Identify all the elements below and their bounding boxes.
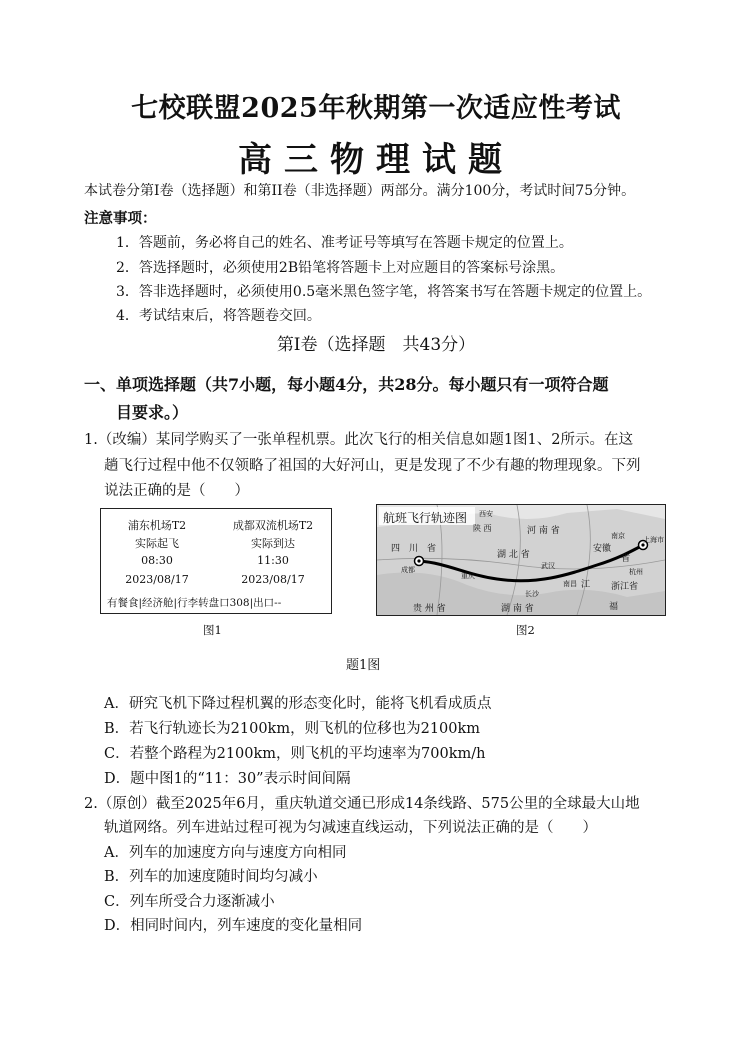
q2-stem-line: 轨道网络。列车进站过程可视为匀减速直线运动，下列说法正确的是（ ）	[104, 820, 597, 836]
map-label-henan: 河 南 省	[527, 526, 560, 536]
q2-option-d: D．相同时间内，列车速度的变化量相同	[104, 918, 363, 934]
q1-stem-line: 趟飞行过程中他不仅领略了祖国的大好河山，更是发现了不少有趣的物理现象。下列	[104, 458, 641, 474]
q1-stem-line: 1.（改编）某同学购买了一张单程机票。此次飞行的相关信息如题1图1、2所示。在这	[84, 432, 634, 448]
map-label-xian: 西安	[479, 510, 493, 518]
exam-title: 七校联盟2025年秋期第一次适应性考试	[131, 93, 621, 124]
notice-item: 1．答题前，务必将自己的姓名、准考证号等填写在答题卡规定的位置上。	[116, 235, 573, 251]
map-label-shanghai: 上海市	[643, 536, 664, 544]
map-label-chongqing: 重庆	[461, 572, 475, 580]
arrive-label: 实际到达	[251, 537, 295, 550]
q2-option-b: B．列车的加速度随时间均匀减小	[104, 869, 318, 885]
boarding-ticket-figure	[100, 508, 332, 614]
q1-option-a: A．研究飞机下降过程机翼的形态变化时，能将飞机看成质点	[104, 696, 492, 712]
map-label-hunan: 湖 南 省	[501, 604, 534, 614]
fig2-caption: 图2	[516, 623, 535, 637]
notice-heading: 注意事项：	[84, 210, 157, 227]
depart-label: 实际起飞	[135, 537, 179, 550]
q2-stem-line: 2.（原创）截至2025年6月，重庆轨道交通已形成14条线路、575公里的全球最大山地	[84, 796, 640, 812]
map-label-chengdu: 成都	[401, 566, 415, 574]
map-label-shanxi: 陕 西	[473, 524, 492, 533]
notice-item: 3．答非选择题时，必须使用0.5毫米黑色签字笔，将答案书写在答题卡规定的位置上。	[116, 284, 652, 300]
map-title: 航班飞行轨迹图	[383, 511, 468, 525]
map-label-changsha: 长沙	[525, 590, 539, 598]
map-label-wuhan: 武汉	[541, 562, 555, 570]
q1-option-d: D．题中图1的“11：30”表示时间间隔	[104, 771, 351, 787]
q1-stem-line: 说法正确的是（ ）	[104, 483, 249, 499]
q1-option-b: B．若飞行轨迹长为2100km，则飞机的位移也为2100km	[104, 721, 481, 737]
q1-figure-caption: 题1图	[346, 658, 381, 673]
q1-option-c: C．若整个路程为2100km，则飞机的平均速率为700km/h	[104, 746, 486, 762]
q2-option-a: A．列车的加速度方向与速度方向相同	[104, 845, 347, 861]
section1-heading-cont: 目要求。）	[116, 403, 189, 422]
fig1-caption: 图1	[203, 623, 222, 637]
arrive-airport: 成都双流机场T2	[232, 519, 314, 532]
exam-subject: 高三物理试题	[238, 140, 514, 180]
map-label-hubei: 湖 北 省	[497, 550, 530, 560]
notice-item: 2．答选择题时，必须使用2B铅笔将答题卡上对应题目的答案标号涂黑。	[116, 260, 565, 276]
depart-date: 2023/08/17	[125, 573, 189, 586]
map-label-guizhou: 贵 州 省	[413, 604, 446, 614]
map-label-sichuan: 四 川 省	[391, 544, 437, 554]
q2-option-c: C．列车所受合力逐渐减小	[104, 894, 275, 910]
arrive-time: 11:30	[257, 554, 289, 567]
map-label-nanjing: 南京	[611, 532, 625, 540]
exam-intro: 本试卷分第I卷（选择题）和第II卷（非选择题）两部分。满分100分，考试时间75分钟。	[84, 183, 636, 199]
ticket-footer: 有餐食|经济舱|行李转盘口308|出口--	[107, 597, 282, 609]
map-label-nanchang: 南昌	[563, 580, 577, 588]
flight-route-map	[376, 504, 666, 616]
depart-airport: 浦东机场T2	[127, 519, 187, 532]
map-label-jiangsu: 省	[621, 554, 631, 564]
section1-heading: 一、单项选择题（共7小题，每小题4分，共28分。每小题只有一项符合题	[84, 375, 609, 394]
map-label-anhui: 安徽	[593, 544, 612, 554]
map-label-zhejiang: 浙江省	[611, 582, 639, 592]
map-label-fujian: 福	[609, 602, 619, 612]
map-label-jiangxi: 江	[581, 580, 591, 590]
depart-time: 08:30	[141, 554, 173, 567]
map-label-hangzhou: 杭州	[629, 568, 643, 576]
arrive-date: 2023/08/17	[241, 573, 305, 586]
part1-title: 第I卷（选择题 共43分）	[276, 335, 476, 355]
notice-item: 4．考试结束后，将答题卷交回。	[116, 308, 321, 324]
